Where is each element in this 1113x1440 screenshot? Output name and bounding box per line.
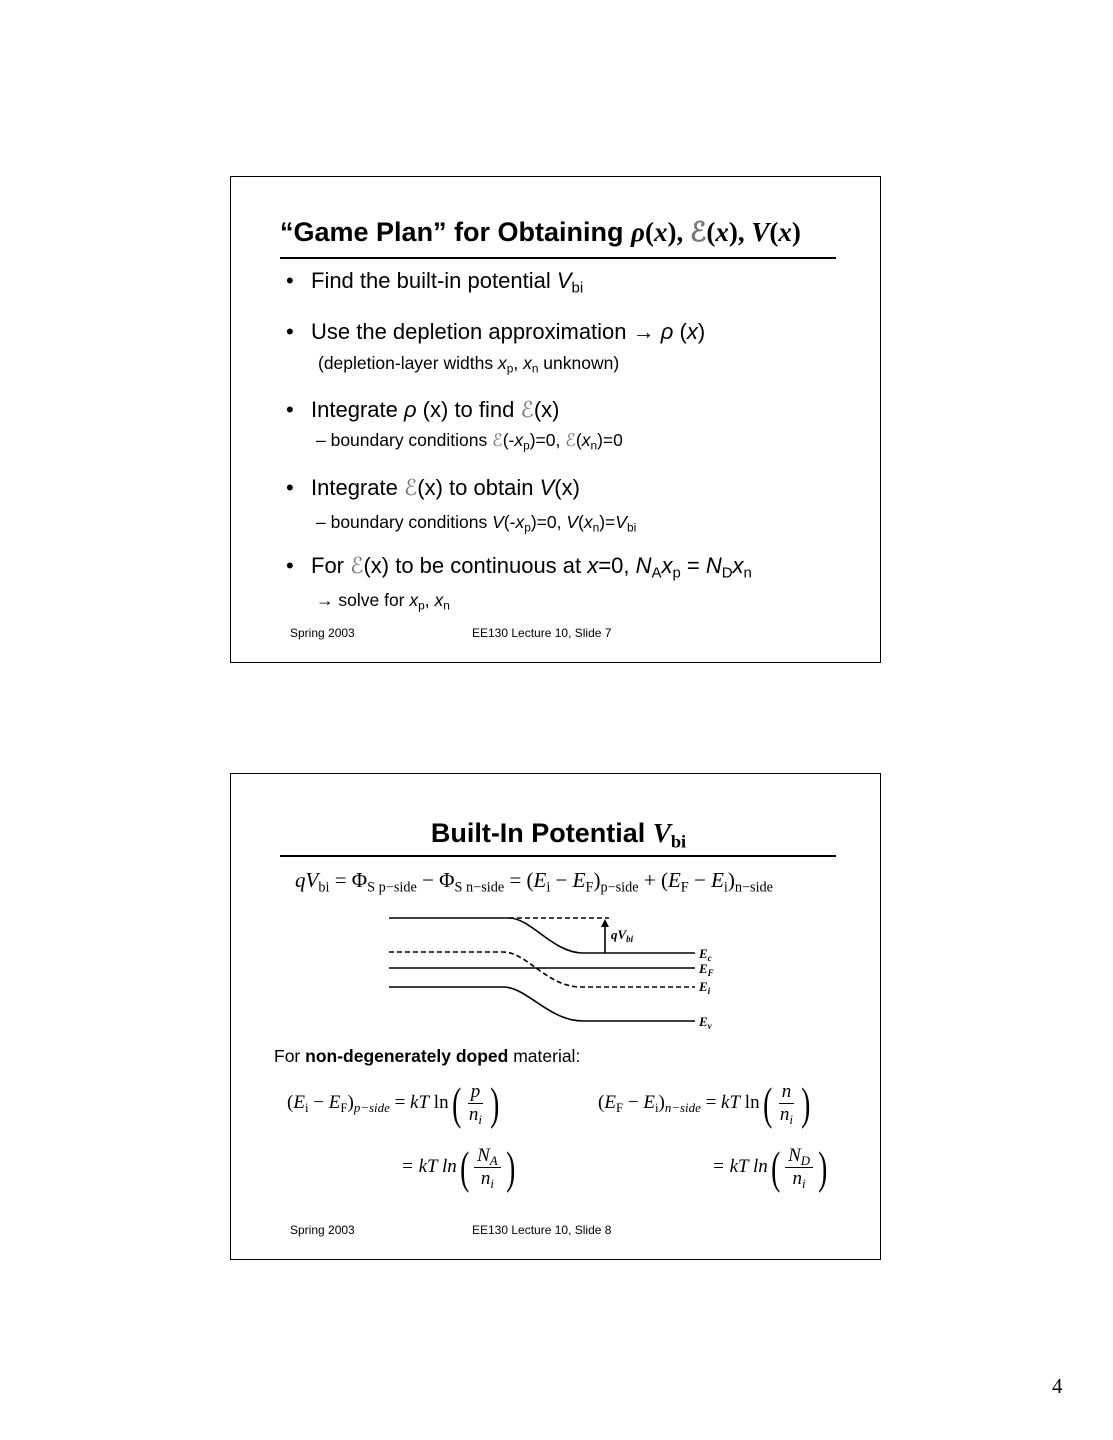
text-run: (x) to be continuous at <box>363 553 588 578</box>
text-run: − <box>688 868 712 892</box>
text-run: ρ <box>403 397 417 422</box>
text-run: ) <box>347 1091 354 1113</box>
p-side-equation-2: = kT ln( $\frac{N_A}{n_i}$ ) <box>401 1141 515 1193</box>
subscript: D <box>800 1152 811 1168</box>
script-e-symbol: ℰ <box>520 398 534 423</box>
denominator: n <box>480 1168 491 1189</box>
text-run: → solve for <box>316 590 410 610</box>
ev-label: $E_v$ <box>699 1014 712 1031</box>
script-e-symbol: ℰ <box>492 431 503 451</box>
text-run: N <box>635 553 652 578</box>
text-run: F <box>585 879 594 896</box>
bullet-icon: • <box>286 553 294 578</box>
text-run: x <box>732 553 744 578</box>
footer-date: Spring 2003 <box>290 626 355 640</box>
text-run: = Φ <box>329 868 368 892</box>
text-run: p <box>524 520 531 535</box>
footer-slide: EE130 Lecture 10, Slide 8 <box>472 1223 612 1237</box>
text-run: p−side <box>353 1099 390 1115</box>
text-run: = ( <box>504 868 534 892</box>
text-run: x <box>583 512 593 532</box>
text-run: p <box>672 564 681 582</box>
text-run: E <box>711 868 724 892</box>
text-run: x <box>515 512 525 532</box>
text-run: ( <box>598 1091 605 1113</box>
bullet-icon: • <box>286 268 294 293</box>
text-run: V <box>615 512 627 532</box>
text-run: V <box>556 268 572 293</box>
bullet-text <box>311 397 559 422</box>
text-run: V <box>751 217 770 247</box>
ec-label: $E_c$ <box>699 946 712 963</box>
text-run: i <box>723 879 728 896</box>
bullet-icon: • <box>286 319 294 344</box>
page-number: 4 <box>1052 1374 1063 1398</box>
text-run: For <box>311 553 351 578</box>
text-run: )=0, <box>529 430 566 450</box>
built-in-potential-equation <box>295 868 774 896</box>
text-run: ( <box>644 217 654 247</box>
text-run: p <box>523 438 530 453</box>
text-run: bi <box>571 279 584 297</box>
text-run: x <box>409 590 419 610</box>
text-run: – boundary conditions <box>316 430 493 450</box>
denominator: n <box>468 1104 479 1125</box>
text-run: x <box>661 553 673 578</box>
text-run: E <box>643 1091 655 1113</box>
eq-lhs: = kT ln <box>712 1155 768 1177</box>
text-run: V <box>539 475 555 500</box>
text-run: )=0, <box>530 512 567 532</box>
text-run: )= <box>599 512 616 532</box>
n-side-equation-2: = kT ln( $\frac{N_D}{n_i}$ ) <box>712 1141 828 1193</box>
text-run: + ( <box>638 868 668 892</box>
text-run: − <box>623 1091 644 1113</box>
bullet-integrate-rho <box>286 397 559 423</box>
text-run: x <box>497 353 507 373</box>
band-diagram <box>381 909 721 1034</box>
subscript: i <box>802 1175 806 1191</box>
text-run: (x) <box>554 475 580 500</box>
text-run: V <box>652 818 671 848</box>
text-run: (- <box>502 430 515 450</box>
text-run: x <box>653 217 668 247</box>
text-run: ln <box>429 1091 449 1113</box>
text-run: F <box>340 1099 348 1115</box>
p-side-equation: $(E_i - E_F)_{p-side}$ = kT ln( $\frac{p}{n_i}$ ) <box>287 1077 500 1129</box>
text-run: p <box>418 598 425 613</box>
subscript: A <box>489 1152 498 1168</box>
footer-date: Spring 2003 <box>290 1223 355 1237</box>
slide-8 <box>230 773 881 1260</box>
ei-band <box>389 952 695 987</box>
text-run: ) <box>697 319 706 344</box>
text-run: x <box>778 217 792 247</box>
bullet-integrate-e <box>286 475 580 501</box>
bullet-text <box>311 319 705 344</box>
text-run: non-degenerately doped <box>305 1046 509 1066</box>
text-run: p <box>506 361 514 376</box>
text-run: ( <box>578 512 584 532</box>
text-run: bi <box>626 520 637 535</box>
text-run: n <box>531 361 539 376</box>
text-run: E <box>667 868 681 892</box>
ev-band <box>389 987 695 1021</box>
numerator: p <box>468 1081 484 1104</box>
text-run: ), <box>728 217 752 247</box>
text-run: A <box>651 564 662 582</box>
numerator: N <box>477 1145 490 1166</box>
text-run: kT <box>721 1091 741 1113</box>
text-run: Use the depletion approximation → <box>311 319 661 344</box>
text-run: n <box>443 598 450 613</box>
bullet-icon: • <box>286 475 294 500</box>
text-run: ρ <box>660 319 674 344</box>
numerator: N <box>788 1145 801 1166</box>
text-run: ( <box>673 319 687 344</box>
bullet-find-vbi <box>286 268 584 297</box>
sub-text <box>318 353 619 374</box>
text-run: = <box>700 1091 722 1113</box>
numerator: n <box>779 1081 795 1104</box>
text-run: ( <box>769 217 779 247</box>
text-run: ( <box>287 1091 294 1113</box>
text-run: – boundary conditions <box>316 512 493 532</box>
eq-lhs <box>287 1092 449 1113</box>
text-run: F <box>680 879 689 896</box>
text-run: x <box>587 553 599 578</box>
denominator: n <box>792 1168 803 1189</box>
text-run: =0, <box>598 553 636 578</box>
slide-title <box>231 818 884 852</box>
text-run: (- <box>503 512 516 532</box>
text-run: ), <box>667 217 690 247</box>
script-e-symbol: ℰ <box>689 217 707 248</box>
text-run: x <box>523 353 532 373</box>
text-run: ln <box>740 1091 760 1113</box>
slide-title <box>280 217 801 248</box>
slide-7 <box>230 176 881 663</box>
qvbi-label: $qV_{bi}$ <box>611 927 634 944</box>
text-run: (x) to find <box>416 397 521 422</box>
text-run: Integrate <box>311 397 404 422</box>
eq-lhs <box>598 1092 760 1113</box>
ei-label: $E_i$ <box>699 979 711 996</box>
text-run: Integrate <box>311 475 404 500</box>
bullet-icon: • <box>286 397 294 422</box>
text-run: S n−side <box>454 879 505 896</box>
subscript: i <box>789 1111 793 1127</box>
eq-lhs: = kT ln <box>401 1155 457 1177</box>
text-run: Find the built-in potential <box>311 268 557 293</box>
text-run: i <box>304 1099 309 1115</box>
text-run: n <box>743 564 752 582</box>
text-run: bi <box>318 879 330 896</box>
bullet-text <box>311 475 580 500</box>
text-run: E <box>572 868 586 892</box>
text-run: = <box>680 553 706 578</box>
text-run: N <box>705 553 722 578</box>
bullet-depletion <box>286 319 705 345</box>
text-run: ( <box>706 217 716 247</box>
text-run: i <box>546 879 551 896</box>
n-side-equation: $(E_F - E_i)_{n-side}$ = kT ln( $\frac{n}{n_i}$ ) <box>598 1077 811 1129</box>
text-run: ) <box>791 217 801 247</box>
text-run: x <box>686 319 698 344</box>
text-run: i <box>654 1099 659 1115</box>
text-run: − Φ <box>416 868 455 892</box>
subscript: i <box>490 1175 494 1191</box>
text-run: bi <box>670 831 687 852</box>
text-run: E <box>328 1091 341 1113</box>
text-run: − <box>550 868 573 892</box>
ec-band <box>389 918 695 953</box>
text-run: )=0 <box>597 430 623 450</box>
subscript: i <box>478 1111 482 1127</box>
text-run: V <box>566 512 579 532</box>
footer-slide: EE130 Lecture 10, Slide 7 <box>472 626 612 640</box>
script-e-symbol: ℰ <box>403 476 418 501</box>
text-run: Built-In Potential <box>430 818 653 848</box>
ef-label: $E_F$ <box>699 961 714 978</box>
text-run: “Game Plan” for Obtaining <box>280 217 632 247</box>
script-e-symbol: ℰ <box>350 554 364 579</box>
text-run: x <box>715 217 729 247</box>
text-run: x <box>581 430 591 450</box>
text-run: F <box>615 1099 624 1115</box>
text-run: ρ <box>631 217 645 247</box>
text-run: V <box>492 512 504 532</box>
bullet-text <box>311 268 584 297</box>
text-run: = <box>389 1091 411 1113</box>
text-run: ( <box>575 430 582 450</box>
text-run: n <box>590 438 598 453</box>
text-run: unknown) <box>538 353 620 373</box>
text-run: S p−side <box>367 879 417 896</box>
text-run: E <box>293 1091 305 1113</box>
bullet-text <box>311 553 752 582</box>
sub-bullet <box>316 512 636 533</box>
title-underline <box>280 257 836 259</box>
arrow-head-icon <box>601 919 609 927</box>
text-run: E <box>533 868 547 892</box>
text-run: x <box>434 590 444 610</box>
denominator: n <box>779 1104 790 1125</box>
text-run: D <box>721 564 733 582</box>
text-run: (x) <box>533 397 560 422</box>
text-run: ) <box>727 868 735 892</box>
text-run: (depletion-layer widths <box>318 353 498 373</box>
text-run: kT <box>410 1091 430 1113</box>
material-note <box>274 1046 580 1067</box>
text-run: n−side <box>734 879 774 896</box>
text-run: (x) to obtain <box>417 475 540 500</box>
text-run: ) <box>658 1091 665 1113</box>
text-run: E <box>604 1091 616 1113</box>
text-run: p−side <box>600 879 639 896</box>
sub-text <box>316 590 450 611</box>
title-underline <box>280 855 836 857</box>
text-run: n <box>592 520 600 535</box>
text-run: qV <box>295 868 319 892</box>
text-run: , <box>424 590 435 610</box>
bullet-continuity <box>286 553 752 582</box>
text-run: material: <box>508 1046 581 1066</box>
text-run: n−side <box>664 1099 701 1115</box>
text-run: , <box>513 353 524 373</box>
text-run: ) <box>593 868 601 892</box>
text-run: − <box>308 1091 329 1113</box>
sub-bullet <box>316 430 623 451</box>
script-e-symbol: ℰ <box>565 431 576 451</box>
text-run: x <box>514 430 524 450</box>
text-run: For <box>274 1046 306 1066</box>
